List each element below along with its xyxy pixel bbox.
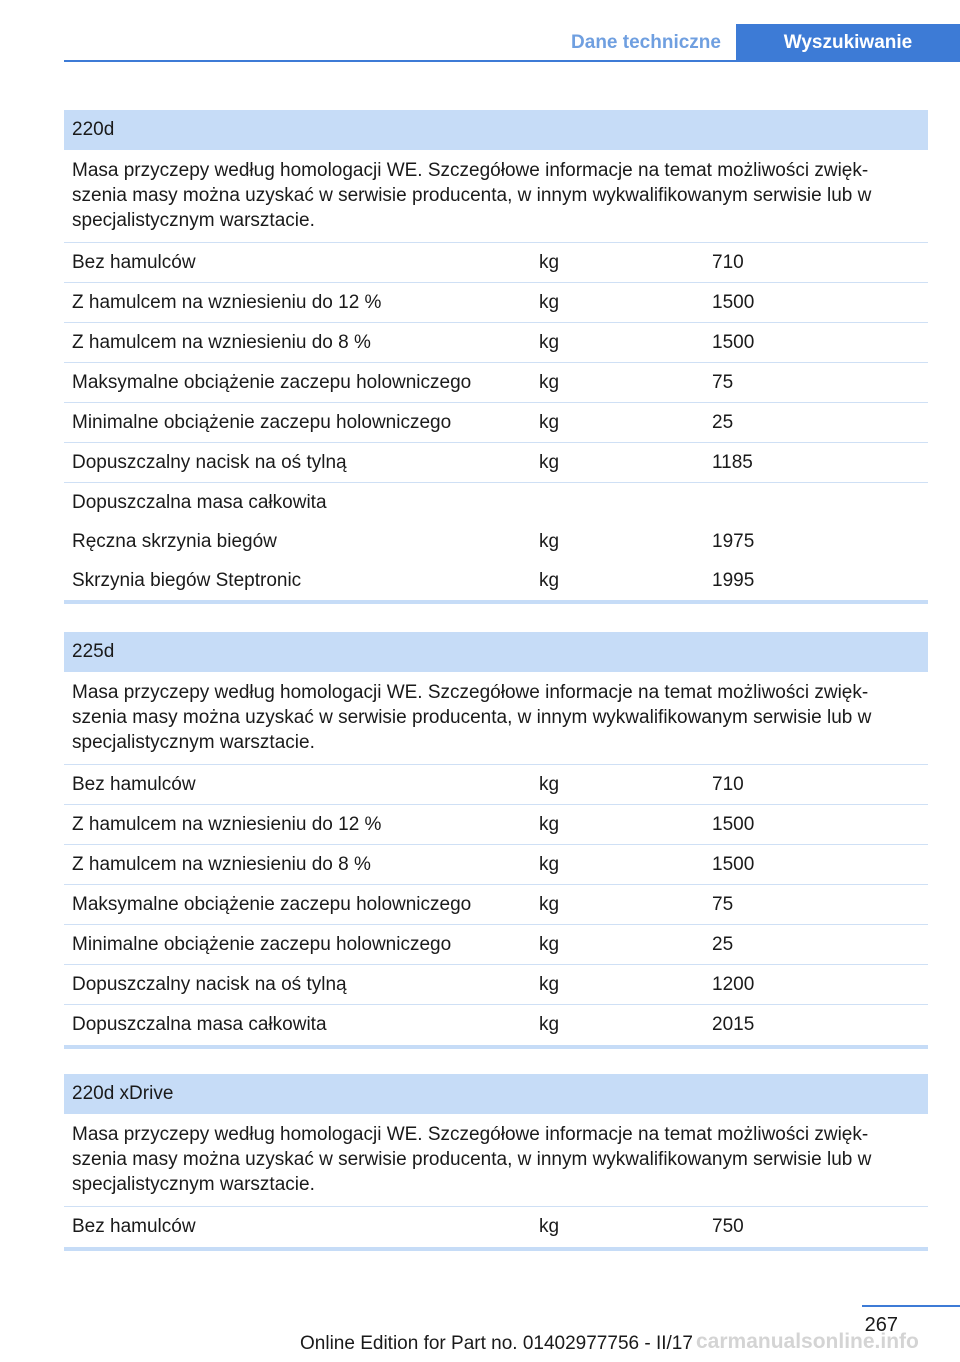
spec-table-220d — [64, 110, 928, 604]
row-label: Ręczna skrzynia biegów — [72, 530, 277, 552]
watermark: carmanualsonline.info — [696, 1330, 919, 1353]
row-value: 25 — [712, 933, 734, 955]
spec-table-225d — [64, 632, 928, 1049]
table-note: Masa przyczepy według homologacji WE. Szczegółowe informacje na temat możliwości zwięk-szenia masy można uzyskać w serwisie producenta, w innym wykwalifikowanym serwisie lub w specjalistycznym warsztacie. — [64, 150, 928, 243]
row-unit: kg — [539, 251, 560, 273]
row-label: Z hamulcem na wzniesieniu do 8 % — [72, 853, 371, 875]
row-label: Bez hamulców — [72, 773, 196, 795]
row-label: Z hamulcem na wzniesieniu do 12 % — [72, 291, 382, 313]
row-label: Maksymalne obciążenie zaczepu holowniczego — [72, 371, 472, 393]
row-unit: kg — [539, 853, 560, 875]
page-number: 267 — [864, 1314, 898, 1336]
table-note: Masa przyczepy według homologacji WE. Szczegółowe informacje na temat możliwości zwięk-szenia masy można uzyskać w serwisie producenta, w innym wykwalifikowanym serwisie lub w specjalistycznym warsztacie. — [64, 672, 928, 765]
row-unit: kg — [539, 331, 560, 353]
row-value: 1500 — [712, 331, 755, 353]
table-row — [64, 805, 928, 845]
row-value: 75 — [712, 371, 734, 393]
row-value: 1975 — [712, 530, 755, 552]
row-unit: kg — [539, 291, 560, 313]
table-title: 220d xDrive — [64, 1074, 928, 1114]
table-row — [64, 1207, 928, 1247]
row-unit: kg — [539, 893, 560, 915]
row-label: Bez hamulców — [72, 251, 196, 273]
row-unit: kg — [539, 1014, 560, 1035]
table-row — [64, 885, 928, 925]
row-value: 1500 — [712, 853, 755, 875]
row-value: 1185 — [712, 451, 753, 473]
table-bottom-rule — [64, 1045, 928, 1049]
tab-dane-techniczne[interactable]: Dane techniczne — [571, 32, 721, 53]
table-title: 225d — [64, 632, 928, 672]
table-row — [64, 403, 928, 443]
row-label: Dopuszczalny nacisk na oś tylną — [72, 451, 347, 473]
row-unit: kg — [539, 371, 560, 393]
row-unit: kg — [539, 773, 560, 795]
footer-divider — [862, 1305, 960, 1307]
table-bottom-rule — [64, 1247, 928, 1251]
row-unit: kg — [539, 933, 560, 955]
table-row — [64, 522, 928, 561]
row-value: 710 — [712, 773, 744, 795]
table-title: 220d — [64, 110, 928, 150]
table-row — [64, 925, 928, 965]
header-divider — [64, 60, 960, 62]
table-row — [64, 765, 928, 805]
row-unit: kg — [539, 530, 560, 552]
row-label: Dopuszczalna masa całkowita — [72, 1014, 327, 1035]
row-unit: kg — [539, 1216, 560, 1237]
row-label: Z hamulcem na wzniesieniu do 8 % — [72, 331, 371, 353]
table-row — [64, 363, 928, 403]
row-unit: kg — [539, 973, 560, 995]
row-value: 710 — [712, 251, 744, 273]
table-row — [64, 243, 928, 283]
row-value: 1500 — [712, 813, 755, 835]
row-label: Maksymalne obciążenie zaczepu holowniczego — [72, 893, 472, 915]
row-unit: kg — [539, 451, 560, 473]
table-row — [64, 845, 928, 885]
table-bottom-rule — [64, 600, 928, 604]
edition-text: Online Edition for Part no. 01402977756 - II/17 — [300, 1333, 693, 1354]
table-note: Masa przyczepy według homologacji WE. Szczegółowe informacje na temat możliwości zwięk-szenia masy można uzyskać w serwisie producenta, w innym wykwalifikowanym serwisie lub w specjalistycznym warsztacie. — [64, 1114, 928, 1207]
table-row — [64, 965, 928, 1005]
row-label: Minimalne obciążenie zaczepu holowniczego — [72, 933, 452, 955]
row-value: 1995 — [712, 569, 755, 591]
row-label: Bez hamulców — [72, 1216, 196, 1237]
tab-wyszukiwanie[interactable]: Wyszukiwanie — [736, 24, 960, 62]
table-row — [64, 323, 928, 363]
table-row — [64, 443, 928, 483]
row-unit: kg — [539, 569, 560, 591]
table-row — [64, 561, 928, 600]
row-unit: kg — [539, 813, 560, 835]
row-label: Minimalne obciążenie zaczepu holowniczego — [72, 411, 452, 433]
spec-table-220d-xdrive — [64, 1074, 928, 1251]
row-value: 750 — [712, 1216, 744, 1237]
row-unit: kg — [539, 411, 560, 433]
row-value: 25 — [712, 411, 734, 433]
row-value: 75 — [712, 893, 734, 915]
table-row — [64, 283, 928, 323]
row-label: Skrzynia biegów Steptronic — [72, 569, 302, 591]
row-value: 1200 — [712, 973, 755, 995]
table-row — [64, 1005, 928, 1045]
table-group-header — [64, 483, 928, 522]
row-label: Z hamulcem na wzniesieniu do 12 % — [72, 813, 382, 835]
row-value: 2015 — [712, 1014, 755, 1035]
row-value: 1500 — [712, 291, 755, 313]
row-label: Dopuszczalny nacisk na oś tylną — [72, 973, 347, 995]
group-label: Dopuszczalna masa całkowita — [72, 491, 327, 513]
